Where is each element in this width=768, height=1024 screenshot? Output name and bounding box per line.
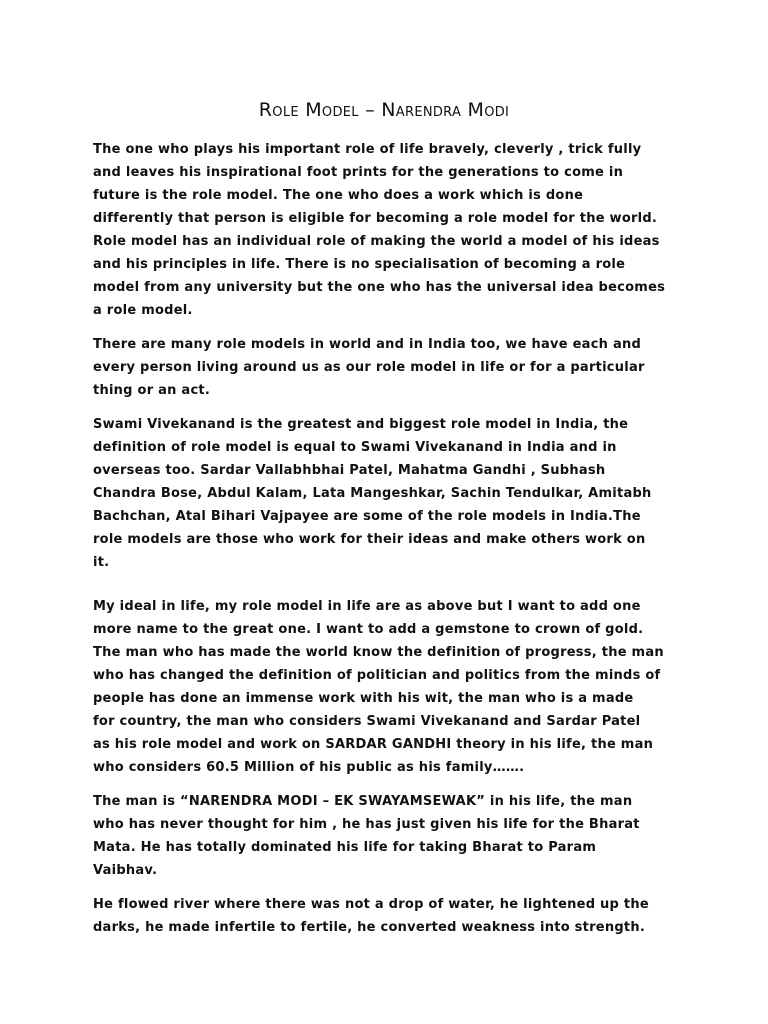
paragraph-spacer (93, 322, 683, 333)
paragraph-spacer (93, 402, 683, 413)
paragraph-role-model-definition: The one who plays his important role of life bravely, cleverly , trick fully and leaves his inspirational foot prints for the generations to come in future is the role model. The one who does a work which is done differently that person is eligible for becoming a role model for the world. Role model has an individual role of making the world a model of his ideas and his principles in life. There is no specialisation of becoming a role model from any university but the one who has the universal idea becomes a role model. (93, 142, 666, 318)
paragraph-spacer (93, 574, 683, 595)
paragraph-spacer (93, 882, 683, 893)
document-body (93, 138, 683, 939)
paragraph-my-ideal: My ideal in life, my role model in life are as above but I want to add one more name to the great one. I want to add a gemstone to crown of gold. The man who has made the world know the definition of progress, the man who has changed the definition of politician and politics from the minds of people has done an immense work with his wit, the man who is a made for country, the man who considers Swami Vivekanand and Sardar Patel as his role model and work on SARDAR GANDHI theory in his life, the man who considers 60.5 Million of his public as his family……. (93, 599, 664, 775)
paragraph-achievements: He flowed river where there was not a drop of water, he lightened up the darks, he made infertile to fertile, he converted weakness into strength. (93, 897, 649, 935)
paragraph-spacer (93, 779, 683, 790)
paragraph-many-role-models: There are many role models in world and in India too, we have each and every person living around us as our role model in life or for a particular thing or an act. (93, 337, 645, 398)
paragraph-swami-vivekanand: Swami Vivekanand is the greatest and biggest role model in India, the definition of role model is equal to Swami Vivekanand in India and in overseas too. Sardar Vallabhbhai Patel, Mahatma Gandhi , Subhash Chandra Bose, Abdul Kalam, Lata Mangeshkar, Sachin Tendulkar, Amitabh Bachchan, Atal Bihari Vajpayee are some of the role models in India.The role models are those who work for their ideas and make others work on it. (93, 417, 652, 570)
paragraph-narendra-modi: The man is “NARENDRA MODI – EK SWAYAMSEWAK” in his life, the man who has never thought for him , he has just given his life for the Bharat Mata. He has totally dominated his life for taking Bharat to Param Vaibhav. (93, 794, 640, 878)
page-title: Role Model – Narendra Modi (258, 99, 510, 121)
